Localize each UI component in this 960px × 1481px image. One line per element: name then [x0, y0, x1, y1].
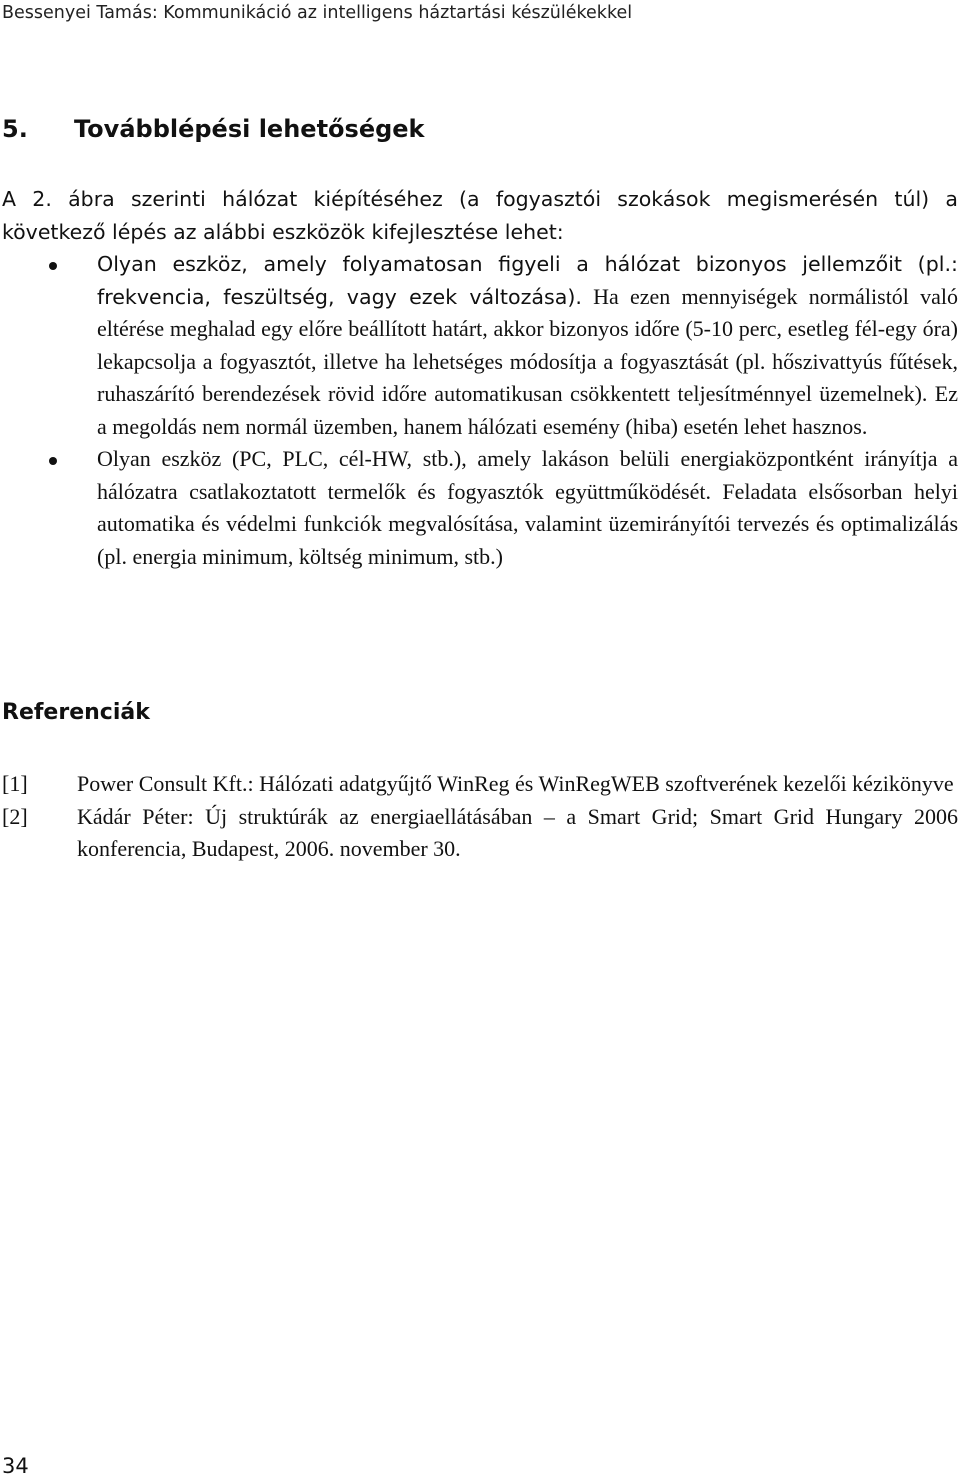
- bullet-text: Olyan eszköz (PC, PLC, cél-HW, stb.), amely lakáson belüli energiaközpontként irányítja a hálózatra csatlakoztatott termelők és fogyasztók együttműködését. Feladata elsősorban helyi automatika és védelmi funkciók megvalósítása, valamint üzemirányítói tervezés és optimalizálás (pl. energia minimum, költség minimum, stb.): [97, 446, 958, 569]
- section-number: 5.: [2, 115, 28, 143]
- reference-item: [0, 768, 958, 801]
- reference-text: Power Consult Kft.: Hálózati adatgyűjtő WinReg és WinRegWEB szoftverének kezelői kézikönyve: [77, 771, 954, 796]
- reference-list: [0, 768, 960, 866]
- running-header: Bessenyei Tamás: Kommunikáció az intelligens háztartási készülékekkel: [2, 3, 633, 23]
- reference-text: Kádár Péter: Új struktúrák az energiaellátásában – a Smart Grid; Smart Grid Hungary 2006 konferencia, Budapest, 2006. november 30.: [77, 803, 958, 861]
- bullet-text-sans: Olyan eszköz, amely folyamatosan figyeli a hálózat bizonyos jellemzőit (pl.: frekvencia, feszültség, vagy ezek változása).: [97, 252, 958, 309]
- page-number: 34: [2, 1454, 29, 1478]
- bullet-dot-icon: [49, 262, 57, 270]
- section-heading: [2, 115, 425, 143]
- bullet-list: [0, 248, 960, 573]
- reference-number: [1]: [2, 771, 28, 796]
- reference-item: [0, 801, 958, 866]
- bullet-text-serif: Ha ezen mennyiségek normálistól való eltérése meghalad egy előre beállított határt, akkor bizonyos időre (5-10 perc, esetleg fél-egy óra) lekapcsolja a fogyasztót, illetve ha lehetséges módosítja a fogyasztását (pl. hőszivattyús fűtések, ruhaszárító berendezések rövid időre automatikusan csökkentett teljesítménnyel üzemelnek). Ez a megoldás nem normál üzemben, hanem hálózati esemény (hiba) esetén lehet hasznos.: [97, 283, 958, 439]
- references-heading: Referenciák: [2, 700, 150, 725]
- bullet-item: [0, 443, 958, 573]
- intro-paragraph: A 2. ábra szerinti hálózat kiépítéséhez (a fogyasztói szokások megismerésén túl) a következő lépés az alábbi eszközök kifejlesztése lehet:: [2, 187, 958, 244]
- bullet-item: [0, 248, 958, 443]
- bullet-dot-icon: [49, 457, 57, 465]
- reference-number: [2]: [2, 803, 28, 829]
- section-title: Továbblépési lehetőségek: [74, 115, 425, 143]
